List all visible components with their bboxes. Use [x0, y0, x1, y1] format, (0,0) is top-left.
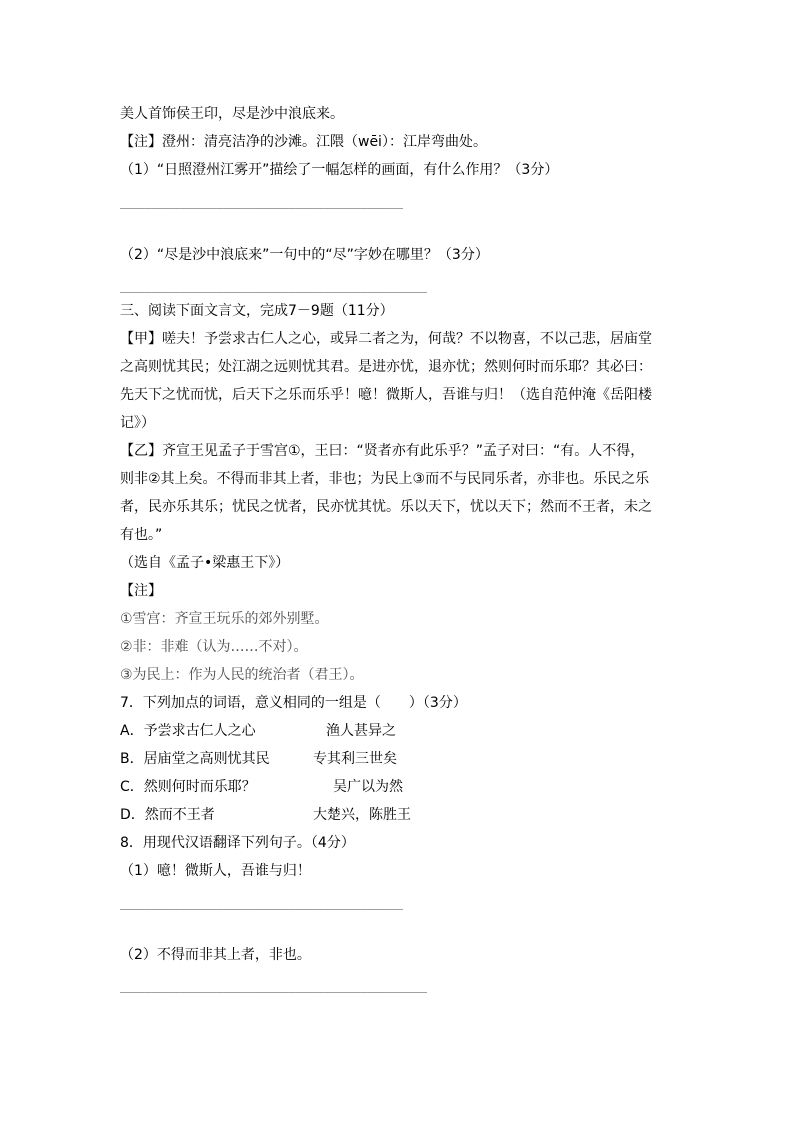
- answer-blank-2[interactable]: ___________________________________________________: [120, 282, 428, 293]
- passage-yi-line-2: 则非②其上矣。不得而非其上者，非也；为民上③而不与民同乐者，亦非也。乐民之乐: [120, 471, 650, 487]
- passage-jia-line-2: 之高则忧其民；处江湖之远则忧其君。是进亦忧，退亦忧；然则何时而乐耶？其必曰：: [120, 359, 652, 375]
- passage-yi-source: （选自《孟子•梁惠王下》）: [120, 555, 290, 571]
- question-7-stem: 7．下列加点的词语，意义相同的一组是（ ）（3分）: [120, 695, 467, 711]
- answer-blank-4[interactable]: ___________________________________________________: [120, 982, 428, 993]
- option-b: B．居庙堂之高则忧其民: [120, 751, 270, 767]
- poem-note: 【注】澄州：清亮洁净的沙滩。江隈（wēi）：江岸弯曲处。: [120, 134, 487, 150]
- passage-yi-line-4: 有也。”: [120, 527, 163, 543]
- passage-jia-line-1: 【甲】嗟夫！予尝求古仁人之心，或异二者之为，何哉？不以物喜，不以己悲，居庙堂: [120, 331, 652, 347]
- option-a: A．予尝求古仁人之心: [120, 723, 256, 739]
- question-8-stem: 8．用现代汉语翻译下列句子。（4分）: [120, 835, 355, 851]
- option-d-compare: 大楚兴，陈胜王: [313, 807, 411, 823]
- passage-jia-line-3: 先天下之忧而忧，后天下之乐而乐乎！噫！微斯人，吾谁与归！（选自范仲淹《岳阳楼: [120, 387, 652, 403]
- passage-yi-line-3: 者，民亦乐其乐；忧民之忧者，民亦忧其忧。乐以天下，忧以天下；然而不王者，未之: [120, 499, 652, 515]
- poem-last-line: 美人首饰侯王印，尽是沙中浪底来。: [120, 106, 344, 122]
- option-c-compare: 吴广以为然: [333, 779, 403, 795]
- passage-yi-line-1: 【乙】齐宣王见孟子于雪宫①，王曰：“贤者亦有此乐乎？”孟子对曰：“有。人不得，: [120, 443, 645, 459]
- answer-blank-1[interactable]: _______________________________________________: [120, 198, 403, 209]
- option-d: D．然而不王者: [120, 807, 215, 823]
- option-b-compare: 专其利三世矣: [313, 751, 397, 767]
- note-3: ③为民上：作为人民的统治者（君王）。: [120, 667, 364, 683]
- notes-heading: 【注】: [120, 583, 162, 599]
- option-a-compare: 渔人甚异之: [326, 723, 396, 739]
- option-c: C．然则何时而乐耶？: [120, 779, 256, 795]
- section-3-heading: 三、阅读下面文言文，完成7－9题（11分）: [120, 303, 394, 319]
- note-1: ①雪宫：齐宣王玩乐的郊外别墅。: [120, 611, 329, 627]
- question-1: （1）“日照澄州江雾开”描绘了一幅怎样的画面，有什么作用？（3分）: [120, 162, 559, 178]
- question-8-sentence-1: （1）噫！微斯人，吾谁与归！: [120, 863, 311, 879]
- question-2: （2）“尽是沙中浪底来”一句中的“尽”字妙在哪里？（3分）: [120, 247, 489, 263]
- passage-jia-line-4: 记》）: [120, 415, 155, 431]
- question-8-sentence-2: （2）不得而非其上者，非也。: [120, 947, 311, 963]
- note-2: ②非：非难（认为……不对）。: [120, 639, 308, 655]
- answer-blank-3[interactable]: _______________________________________________: [120, 899, 403, 910]
